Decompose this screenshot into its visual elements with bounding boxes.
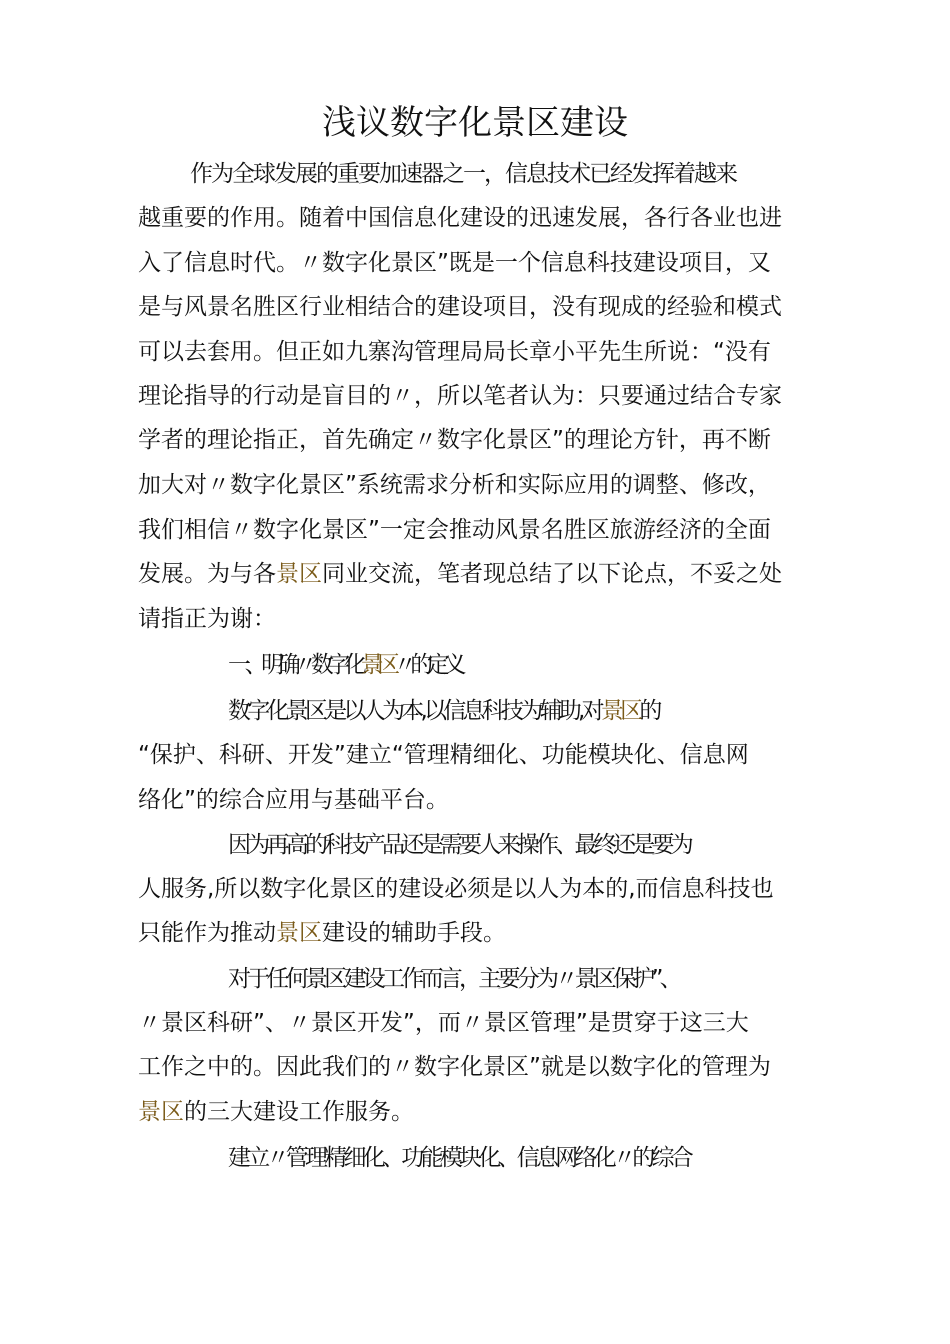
highlighted-term: 景区 (138, 1099, 184, 1125)
text-line (138, 291, 838, 323)
text-segment: 作为全球发展的重要加速器之一，信息技术已经发挥着越来 (190, 161, 736, 187)
text-segment: 工作之中的。因此我们的〃数字化景区”就是以数字化的管理为 (138, 1054, 771, 1080)
text-line (228, 1142, 928, 1174)
text-segment: 我们相信〃数字化景区”一定会推动风景名胜区旅游经济的全面 (138, 517, 771, 543)
text-segment: 〃景区科研”、〃景区开发”，而〃景区管理”是贯穿于这三大 (138, 1010, 749, 1036)
highlighted-term: 景区 (600, 698, 640, 724)
text-segment: 一、明确〃数字化 (228, 652, 361, 678)
text-segment: 发展。为与各 (138, 561, 276, 587)
text-segment: 〃的定义 (393, 652, 461, 678)
text-segment: 的 (639, 698, 659, 724)
text-line (138, 1051, 838, 1083)
text-segment: 可以去套用。但正如九寨沟管理局局长章小平先生所说：“没有 (138, 339, 771, 365)
text-line (138, 380, 838, 412)
text-line (138, 202, 838, 234)
text-segment: “保护、科研、开发”建立“管理精细化、功能模块化、信息网 (138, 742, 749, 768)
page-title: 浅议数字化景区建设 (322, 103, 628, 143)
text-segment: 人服务,所以数字化景区的建设必须是以人为本的,而信息科技也 (138, 876, 774, 902)
highlighted-term: 景区 (276, 561, 322, 587)
text-line (228, 695, 928, 727)
text-line (138, 336, 838, 368)
text-line (138, 603, 838, 635)
text-line (138, 917, 838, 949)
text-line (138, 558, 838, 590)
text-line (138, 247, 838, 279)
text-line (228, 963, 928, 995)
text-segment: 请指正为谢： (138, 606, 276, 632)
text-segment: 越重要的作用。随着中国信息化建设的迅速发展，各行各业也进 (138, 205, 782, 231)
text-segment: 学者的理论指正，首先确定〃数字化景区”的理论方针，再不断 (138, 427, 771, 453)
text-segment: 建设的辅助手段。 (322, 920, 506, 946)
text-line (138, 514, 838, 546)
text-line (190, 158, 890, 190)
text-segment: 因为再高的科技产品还是需要人来操作、最终还是要为 (228, 832, 690, 858)
text-segment: 加大对〃数字化景区”系统需求分析和实际应用的调整、修改， (138, 472, 771, 498)
text-line (138, 784, 838, 816)
text-segment: 建立〃管理精细化、功能模块化、信息网络化〃的综合 (228, 1145, 690, 1171)
text-segment: 是与风景名胜区行业相结合的建设项目，没有现成的经验和模式 (138, 294, 782, 320)
highlighted-term: 景区 (276, 920, 322, 946)
text-segment: 的三大建设工作服务。 (184, 1099, 414, 1125)
text-line (228, 649, 928, 681)
highlighted-term: 景区 (360, 652, 394, 678)
text-segment: 只能作为推动 (138, 920, 276, 946)
text-segment: 络化”的综合应用与基础平台。 (138, 787, 449, 813)
text-line (138, 1096, 838, 1128)
text-line (138, 873, 838, 905)
text-segment: 入了信息时代。〃数字化景区”既是一个信息科技建设项目，又 (138, 250, 771, 276)
text-line (138, 469, 838, 501)
text-line (138, 1007, 838, 1039)
text-line (138, 424, 838, 456)
text-segment: 对于任何景区建设工作而言，主要分为〃景区保护”、 (228, 966, 679, 992)
text-line (228, 829, 928, 861)
text-segment: 理论指导的行动是盲目的〃，所以笔者认为：只要通过结合专家 (138, 383, 782, 409)
text-segment: 同业交流，笔者现总结了以下论点，不妥之处 (322, 561, 782, 587)
text-line (138, 739, 838, 771)
text-segment: 数字化景区是以人为本,以信息科技为辅助,对 (228, 698, 601, 724)
